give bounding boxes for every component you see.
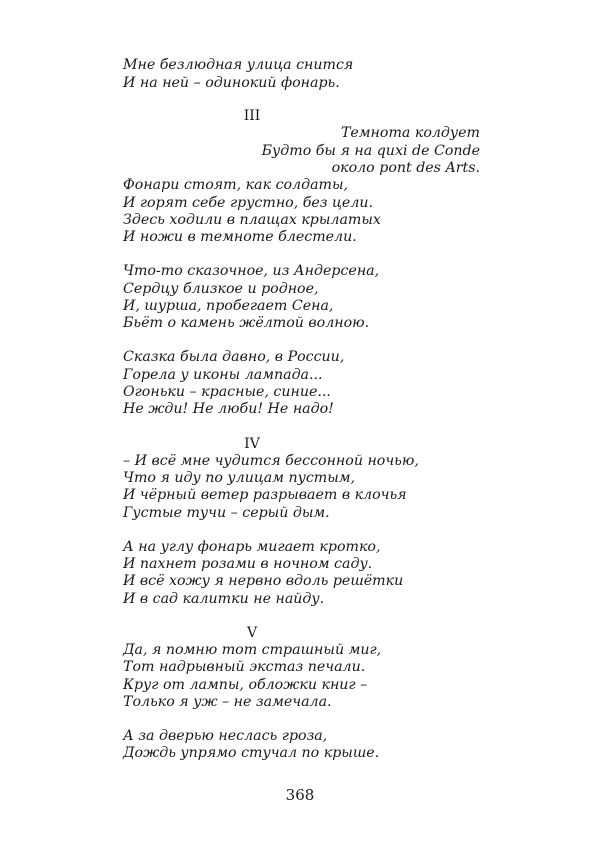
poem-line: Круг от лампы, обложки книг –: [123, 677, 368, 693]
poem-line: А за дверью неслась гроза,: [123, 728, 328, 744]
poem-line: И, шурша, пробегает Сена,: [123, 298, 334, 314]
poem-line: Сердцу близкое и родное,: [123, 281, 319, 297]
poem-line: Мне безлюдная улица снится: [123, 57, 354, 73]
poem-line: Дождь упрямо стучал по крыше.: [123, 745, 380, 761]
poem-line: Тот надрывный экстаз печали.: [123, 659, 366, 675]
poem-line: А на углу фонарь мигает кротко,: [123, 539, 381, 555]
epigraph-line: Темнота колдует: [340, 125, 480, 141]
section-numeral: IV: [244, 436, 260, 452]
poem-line: Да, я помню тот страшный миг,: [123, 642, 382, 658]
poem-line: И на ней – одинокий фонарь.: [123, 75, 340, 91]
poem-line: И в сад калитки не найду.: [123, 591, 325, 607]
poem-line: Только я уж – не замечала.: [123, 694, 332, 710]
poem-line: И всё хожу я нервно вдоль решётки: [123, 573, 404, 589]
poem-line: Огоньки – красные, синие...: [123, 384, 331, 400]
poem-line: Что я иду по улицам пустым,: [123, 470, 356, 486]
poem-line: Сказка была давно, в России,: [123, 349, 345, 365]
section-numeral: V: [246, 625, 258, 641]
page-number: 368: [285, 786, 315, 804]
poem-line: Здесь ходили в плащах крылатых: [123, 212, 381, 228]
epigraph-line: около pont des Arts.: [331, 160, 480, 176]
epigraph-line: Будто бы я на quxi de Conde: [261, 143, 480, 159]
poem-line: И чёрный ветер разрывает в клочья: [123, 487, 407, 503]
poem-line: И ножи в темноте блестели.: [123, 229, 357, 245]
poem-line: Бьёт о камень жёлтой волною.: [123, 315, 370, 331]
poem-line: Густые тучи – серый дым.: [123, 505, 330, 521]
section-numeral: III: [243, 108, 261, 124]
poem-line: Фонари стоят, как солдаты,: [123, 177, 349, 193]
poem-line: Горела у иконы лампада...: [123, 367, 323, 383]
poem-line: Что-то сказочное, из Андерсена,: [123, 263, 380, 279]
poem-line: – И всё мне чудится бессонной ночью,: [123, 453, 419, 469]
poem-line: И горят себе грустно, без цели.: [123, 195, 374, 211]
poem-line: И пахнет розами в ночном саду.: [123, 556, 373, 572]
poem-line: Не жди! Не люби! Не надо!: [123, 401, 334, 417]
